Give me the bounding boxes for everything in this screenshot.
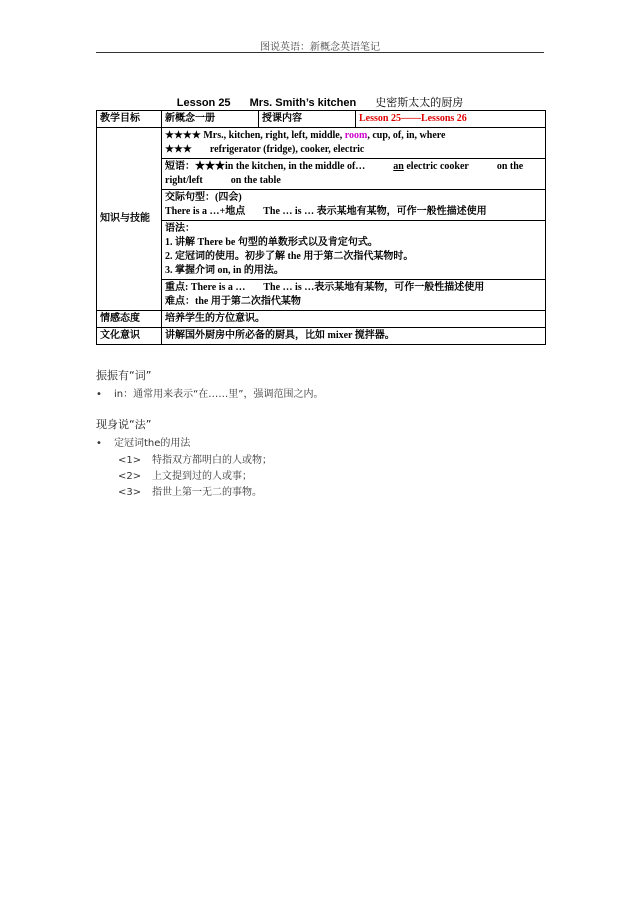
sub-number: <2> bbox=[118, 471, 142, 482]
vocab-room: room bbox=[344, 130, 368, 141]
page-header: 图说英语：新概念英语笔记 bbox=[260, 42, 380, 53]
phrase-on-the: on the bbox=[496, 161, 524, 172]
vocab-line-1 bbox=[165, 129, 542, 143]
star-rating-4: ★★★★ bbox=[165, 130, 201, 141]
lesson-title-cn: 史密斯太太的厨房 bbox=[375, 96, 464, 109]
header-divider bbox=[96, 52, 544, 53]
list-item bbox=[118, 467, 252, 482]
label-culture: 文化意识 bbox=[97, 328, 162, 345]
sub-text: 特指双方都明白的人或物； bbox=[152, 455, 272, 466]
table-row bbox=[97, 190, 546, 221]
sentence-title: 交际句型：(四会) bbox=[165, 192, 242, 203]
grammar-item-2: 2. 定冠词的使用。初步了解 the 用于第二次指代某物时。 bbox=[165, 251, 414, 262]
sentence-cell bbox=[162, 190, 546, 221]
key-point-2: The … is …表示某地有某物，可作一般性描述使用 bbox=[263, 282, 485, 293]
phrase-cooker: electric cooker bbox=[406, 161, 469, 172]
table-row bbox=[97, 159, 546, 190]
vocab-words-1: Mrs., kitchen, right, left, middle, bbox=[203, 130, 343, 141]
star-rating-3: ★★★ bbox=[165, 144, 192, 155]
focus-cell bbox=[162, 280, 546, 311]
book-name: 新概念一册 bbox=[162, 111, 259, 128]
difficult-point: 难点：the 用于第二次指代某物 bbox=[165, 296, 301, 307]
table-row bbox=[97, 311, 546, 328]
sub-number: <3> bbox=[118, 487, 142, 498]
label-emotion: 情感态度 bbox=[97, 311, 162, 328]
phrases-text: 短语：★★★in the kitchen, in the middle of… bbox=[165, 161, 366, 172]
sub-text: 指世上第一无二的事物。 bbox=[152, 487, 262, 498]
table-row bbox=[97, 221, 546, 280]
bullet-icon: • bbox=[96, 438, 102, 449]
label-knowledge: 知识与技能 bbox=[97, 128, 162, 311]
grammar-item-text: 定冠词the的用法 bbox=[114, 438, 191, 449]
label-objective: 教学目标 bbox=[97, 111, 162, 128]
vocab-line-2 bbox=[165, 143, 542, 157]
table-row bbox=[97, 328, 546, 345]
grammar-section-title: 现身说“法” bbox=[96, 418, 152, 431]
grammar-item-3: 3. 掌握介词 on, in 的用法。 bbox=[165, 265, 284, 276]
table-row bbox=[97, 280, 546, 311]
sub-text: 上文提到过的人或事； bbox=[152, 471, 252, 482]
list-item bbox=[96, 385, 323, 400]
lesson-plan-table bbox=[96, 110, 546, 345]
grammar-title: 语法： bbox=[165, 223, 195, 234]
lesson-title-en: Mrs. Smith’s kitchen bbox=[249, 97, 357, 109]
lesson-number: Lesson 25 bbox=[176, 97, 231, 109]
content-range: Lesson 25——Lessons 26 bbox=[356, 111, 546, 128]
vocab-words-2: , cup, of, in, where bbox=[367, 130, 446, 141]
list-item bbox=[118, 483, 262, 498]
culture-text: 讲解国外厨房中所必备的厨具，比如 mixer 搅拌器。 bbox=[162, 328, 546, 345]
vocab-cell bbox=[162, 128, 546, 159]
list-item bbox=[96, 434, 190, 449]
lesson-title bbox=[96, 94, 544, 110]
sentence-pattern-2: The … is … 表示某地有某物，可作一般性描述使用 bbox=[263, 206, 487, 217]
grammar-cell bbox=[162, 221, 546, 280]
content-label: 授课内容 bbox=[259, 111, 356, 128]
sub-number: <1> bbox=[118, 455, 142, 466]
vocab-words-3: refrigerator (fridge), cooker, electric bbox=[209, 144, 365, 155]
bullet-icon: • bbox=[96, 389, 102, 400]
grammar-item-1: 1. 讲解 There be 句型的单数形式以及肯定句式。 bbox=[165, 237, 378, 248]
word-item-text: in：通常用来表示“在……里”，强调范围之内。 bbox=[114, 389, 324, 400]
phrase-on-table: on the table bbox=[230, 175, 281, 186]
emotion-text: 培养学生的方位意识。 bbox=[162, 311, 546, 328]
phrases-cell bbox=[162, 159, 546, 190]
word-section-title: 振振有“词” bbox=[96, 369, 152, 382]
table-row bbox=[97, 111, 546, 128]
table-row bbox=[97, 128, 546, 159]
phrase-right-left: right/left bbox=[165, 175, 203, 186]
list-item bbox=[118, 451, 272, 466]
key-point-1: 重点: There is a … bbox=[165, 282, 246, 293]
sentence-pattern-1: There is a …+地点 bbox=[165, 206, 246, 217]
phrase-an: an bbox=[393, 161, 404, 172]
